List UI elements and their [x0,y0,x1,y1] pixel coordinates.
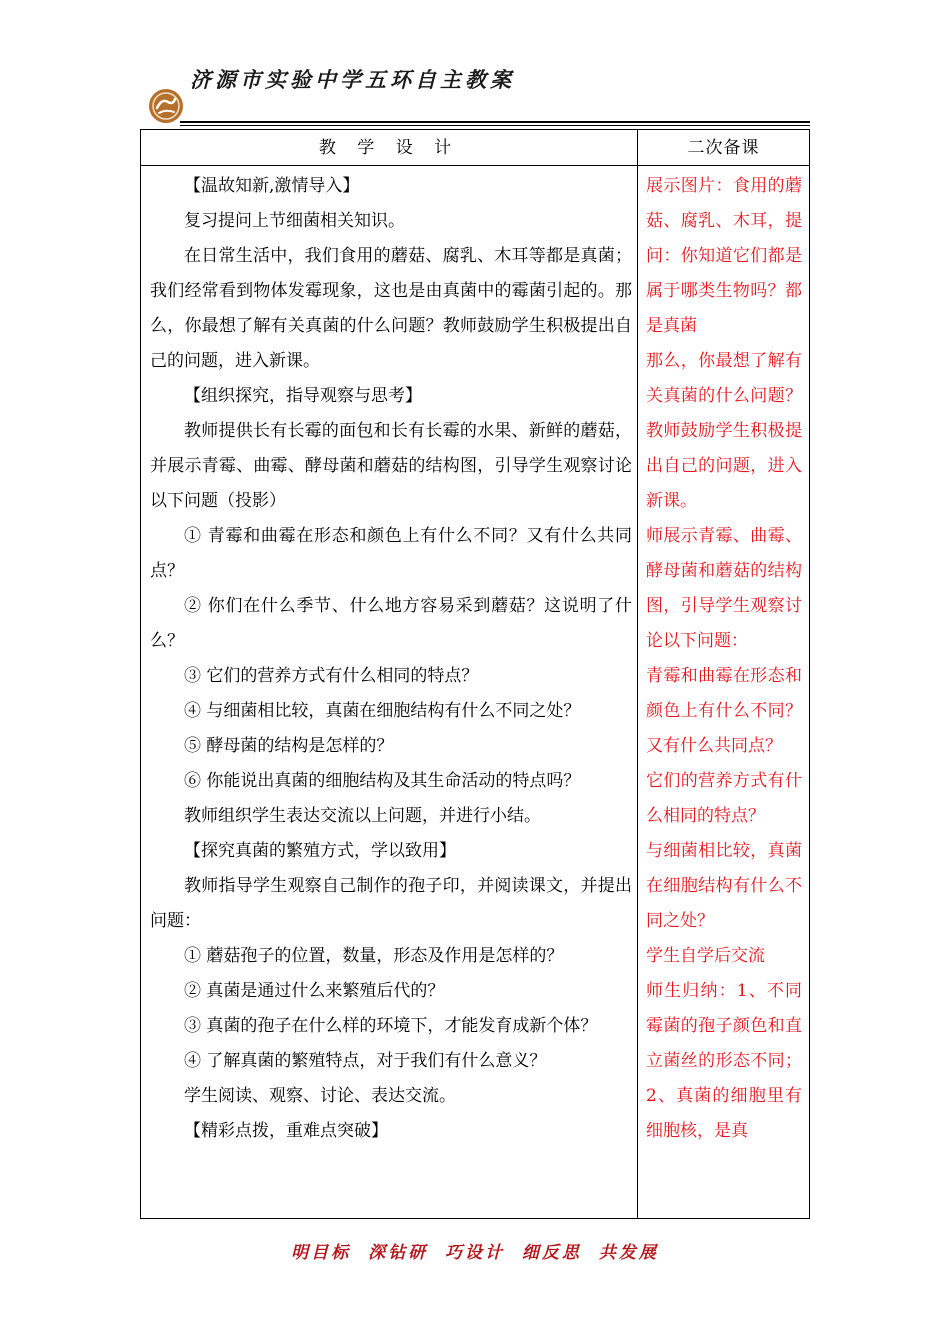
header-row-divider [141,165,809,166]
side-note: 它们的营养方式有什么相同的特点？ [646,771,802,826]
side-note: 那么，你最想了解有关真菌的什么问题？教师鼓励学生积极提出自己的问题，进入新课。 [646,351,802,511]
header-rule-thin [180,125,810,126]
paragraph: 教师提供长有长霉的面包和长有长霉的水果、新鲜的蘑菇，并展示青霉、曲霉、酵母菌和蘑菇的结构图，引导学生观察讨论以下问题（投影） [150,421,632,511]
paragraph: 教师指导学生观察自己制作的孢子印，并阅读课文，并提出问题： [150,876,632,931]
lesson-plan-table [140,129,810,1219]
paragraph: 在日常生活中，我们食用的蘑菇、腐乳、木耳等都是真菌；我们经常看到物体发霉现象，这也是由真菌中的霉菌引起的。那么，你最想了解有关真菌的什么问题？教师鼓励学生积极提出自己的问题，进入新课。 [150,246,632,371]
question-item: ⑥ 你能说出真菌的细胞结构及其生命活动的特点吗？ [184,771,581,791]
section-heading-key-points: 【精彩点拨，重难点突破】 [184,1121,388,1141]
school-logo-icon [148,88,184,124]
section-heading-explore: 【组织探究，指导观察与思考】 [184,386,422,406]
school-title: 济源市实验中学五环自主教案 [190,67,515,92]
question-item: ③ 真菌的孢子在什么样的环境下，才能发育成新个体？ [184,1016,598,1036]
paragraph: 学生阅读、观察、讨论、表达交流。 [184,1086,456,1106]
side-note: 展示图片：食用的蘑菇、腐乳、木耳，提问：你知道它们都是属于哪类生物吗？都是真菌 [646,176,802,336]
question-item: ① 青霉和曲霉在形态和颜色上有什么不同？又有什么共同点？ [150,526,632,581]
question-item: ① 蘑菇孢子的位置，数量，形态及作用是怎样的？ [184,946,564,966]
column-header-second-preparation: 二次备课 [687,138,760,158]
column-divider [637,130,638,1218]
side-note: 学生自学后交流 [646,946,765,966]
question-item: ③ 它们的营养方式有什么相同的特点？ [184,666,479,686]
paragraph: 教师组织学生表达交流以上问题，并进行小结。 [184,806,541,826]
question-item: ② 你们在什么季节、什么地方容易采到蘑菇？这说明了什么？ [150,596,632,651]
header-rule-thick [180,121,810,123]
side-note: 师展示青霉、曲霉、酵母菌和蘑菇的结构图，引导学生观察讨论以下问题： [646,526,802,651]
section-heading-reproduction: 【探究真菌的繁殖方式，学以致用】 [184,841,456,861]
footer-motto: 明目标 深钻研 巧设计 细反思 共发展 [291,1243,659,1263]
question-item: ④ 了解真菌的繁殖特点，对于我们有什么意义？ [184,1051,547,1071]
side-note: 青霉和曲霉在形态和颜色上有什么不同？又有什么共同点？ [646,666,802,756]
side-note: 与细菌相比较，真菌在细胞结构有什么不同之处？ [646,841,802,931]
paragraph: 复习提问上节细菌相关知识。 [184,211,405,231]
section-heading-review: 【温故知新,激情导入】 [184,176,360,196]
column-header-teaching-design: 教 学 设 计 [318,138,460,158]
side-note: 师生归纳：1、不同霉菌的孢子颜色和直立菌丝的形态不同；2、真菌的细胞里有细胞核，是真 [646,981,802,1141]
question-item: ⑤ 酵母菌的结构是怎样的？ [184,736,394,756]
second-preparation-column [646,169,802,1214]
question-item: ④ 与细菌相比较，真菌在细胞结构有什么不同之处？ [184,701,581,721]
teaching-design-column [150,169,632,1214]
question-item: ② 真菌是通过什么来繁殖后代的？ [184,981,445,1001]
